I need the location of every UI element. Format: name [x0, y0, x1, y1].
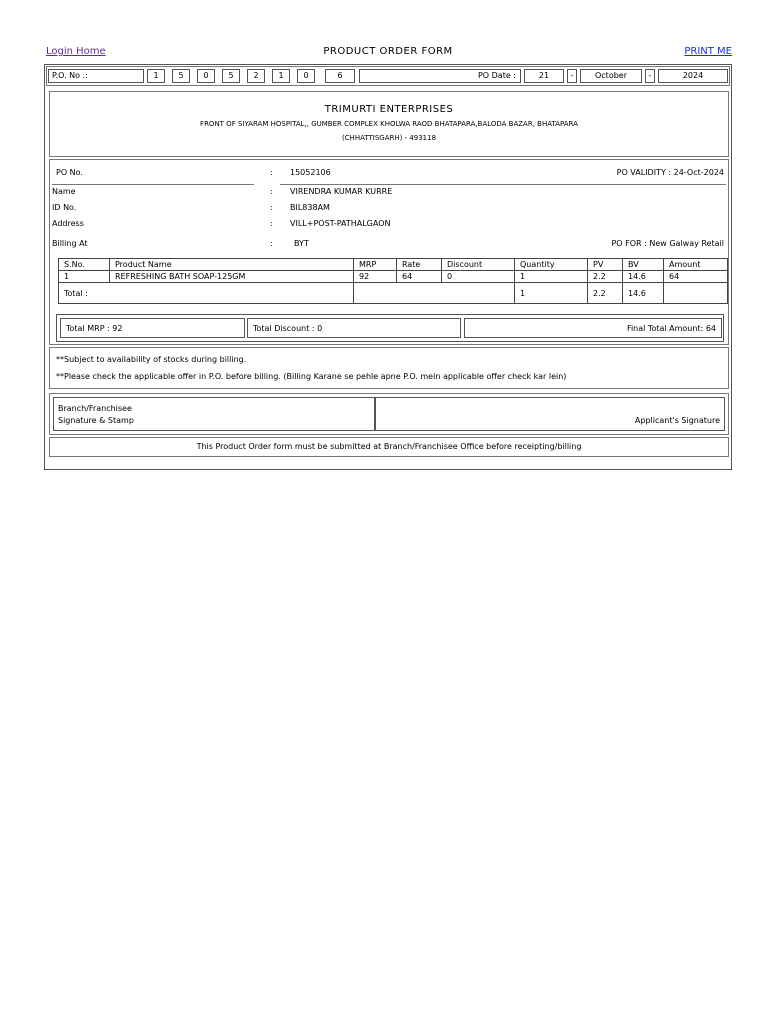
- print-me-link[interactable]: PRINT ME: [684, 46, 732, 57]
- final-total-amount: Final Total Amount: 64: [464, 318, 722, 338]
- submission-note: This Product Order form must be submitted at Branch/Franchisee Office before receipting/billing: [196, 442, 582, 451]
- table-cell: 0: [442, 271, 515, 283]
- po-no-label: P.O. No .:: [48, 69, 144, 83]
- colon: :: [270, 168, 273, 177]
- divider: [52, 184, 254, 185]
- po-digit: 1: [272, 69, 290, 83]
- column-header: Discount: [442, 259, 515, 271]
- po-validity: PO VALIDITY : 24-Oct-2024: [616, 168, 724, 177]
- address-label: Address: [52, 219, 84, 228]
- items-table: [58, 258, 728, 304]
- po-digit: 5: [172, 69, 190, 83]
- order-details: [49, 159, 729, 345]
- po-date-label: PO Date :: [359, 69, 521, 83]
- column-header: BV: [623, 259, 664, 271]
- table-cell: REFRESHING BATH SOAP-125GM: [110, 271, 354, 283]
- order-form: [44, 64, 732, 470]
- table-cell: 1: [59, 271, 110, 283]
- totals-summary: [56, 314, 724, 342]
- po-digit: 0: [197, 69, 215, 83]
- table-cell: 64: [664, 271, 728, 283]
- total-discount: Total Discount : 0: [247, 318, 461, 338]
- branch-signature-box: [53, 397, 375, 431]
- id-value: BIL838AM: [290, 203, 330, 212]
- column-header: Amount: [664, 259, 728, 271]
- po-digit: 5: [222, 69, 240, 83]
- billing-value: BYT: [294, 239, 309, 248]
- po-no-value: 15052106: [290, 168, 331, 177]
- total-bv: 14.6: [623, 283, 664, 304]
- table-cell: 64: [397, 271, 442, 283]
- total-amount: [664, 283, 728, 304]
- table-cell: 92: [354, 271, 397, 283]
- table-total-row: [59, 283, 728, 304]
- page-title: PRODUCT ORDER FORM: [323, 46, 453, 57]
- po-digit: 1: [147, 69, 165, 83]
- column-header: Rate: [397, 259, 442, 271]
- column-header: Product Name: [110, 259, 354, 271]
- signature-stamp-label: Signature & Stamp: [58, 416, 134, 425]
- po-date-year: 2024: [658, 69, 728, 83]
- address-value: VILL+POST-PATHALGAON: [290, 219, 391, 228]
- table-cell: 2.2: [588, 271, 623, 283]
- note-stock: **Subject to availability of stocks during billing.: [56, 355, 247, 364]
- id-label: ID No.: [52, 203, 77, 212]
- name-value: VIRENDRA KUMAR KURRE: [290, 187, 393, 196]
- po-for: PO FOR : New Galway Retail: [611, 239, 724, 248]
- column-header: PV: [588, 259, 623, 271]
- colon: :: [270, 239, 273, 248]
- company-header: [49, 91, 729, 157]
- date-separator: -: [567, 69, 577, 83]
- note-offer: **Please check the applicable offer in P.O. before billing. (Billing Karane se pehle apne P.O. mein applicable offer check kar lein): [56, 372, 567, 381]
- applicant-signature-box: [375, 397, 725, 431]
- column-header: S.No.: [59, 259, 110, 271]
- total-pv: 2.2: [588, 283, 623, 304]
- table-header-row: [59, 259, 728, 271]
- total-mrp: Total MRP : 92: [60, 318, 245, 338]
- billing-label: Billing At: [52, 239, 88, 248]
- total-label: Total :: [59, 283, 354, 304]
- column-header: Quantity: [515, 259, 588, 271]
- po-digit: 0: [297, 69, 315, 83]
- colon: :: [270, 187, 273, 196]
- name-label: Name: [52, 187, 76, 196]
- po-date-month: October: [580, 69, 642, 83]
- po-digit: 2: [247, 69, 265, 83]
- login-home-link[interactable]: Login Home: [46, 46, 106, 57]
- table-row: [59, 271, 728, 283]
- po-digit: 6: [325, 69, 355, 83]
- branch-label: Branch/Franchisee: [58, 404, 132, 413]
- company-state-pin: (CHHATTISGARH) - 493118: [341, 134, 437, 142]
- column-header: MRP: [354, 259, 397, 271]
- footer-panel: [49, 437, 729, 457]
- signature-panel: [49, 393, 729, 435]
- colon: :: [270, 219, 273, 228]
- po-no-field-label: PO No.: [56, 168, 83, 177]
- total-quantity: 1: [515, 283, 588, 304]
- divider: [280, 184, 726, 185]
- company-address: FRONT OF SIYARAM HOSPITAL,, GUMBER COMPLEX KHOLWA RAOD BHATAPARA,BALODA BAZAR, BHATAPARA: [200, 120, 578, 128]
- applicant-signature-label: Applicant's Signature: [634, 416, 720, 425]
- top-bar: [44, 44, 732, 62]
- notes-panel: [49, 347, 729, 389]
- table-cell: 14.6: [623, 271, 664, 283]
- po-number-row: [46, 66, 730, 86]
- po-date-day: 21: [524, 69, 564, 83]
- colon: :: [270, 203, 273, 212]
- table-cell: [354, 283, 515, 304]
- date-separator: -: [645, 69, 655, 83]
- company-name: TRIMURTI ENTERPRISES: [324, 104, 454, 115]
- table-cell: 1: [515, 271, 588, 283]
